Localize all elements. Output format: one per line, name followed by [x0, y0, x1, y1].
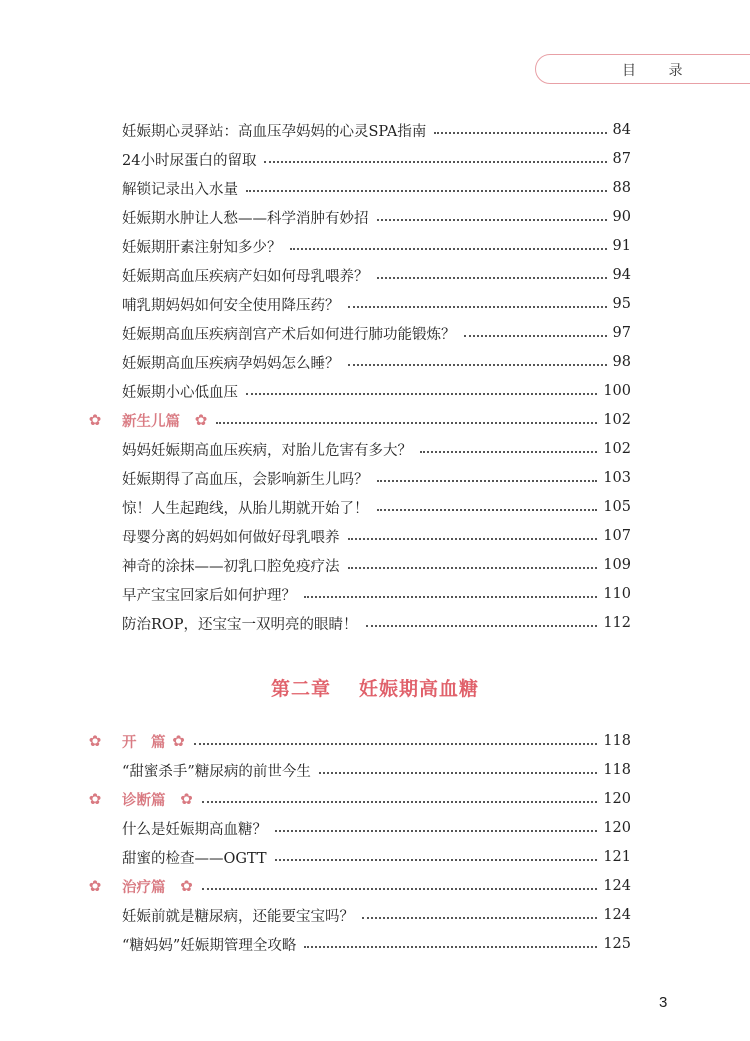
- dot-leader: [377, 219, 607, 221]
- toc-entry[interactable]: [122, 553, 631, 577]
- dot-leader: [348, 364, 607, 366]
- chapter-number: 第二章: [270, 678, 331, 700]
- toc-entry[interactable]: [122, 205, 631, 229]
- entry-page: 100: [603, 383, 631, 399]
- entry-page: 94: [612, 267, 631, 283]
- dot-leader: [275, 830, 597, 832]
- entry-page: 125: [603, 936, 631, 952]
- entry-title: “糖妈妈”妊娠期管理全攻略: [122, 937, 297, 954]
- dot-leader: [304, 596, 597, 598]
- toc-entry[interactable]: [122, 437, 631, 461]
- toc-entry[interactable]: [122, 466, 631, 490]
- entry-title: 惊！人生起跑线，从胎儿期就开始了！: [122, 500, 369, 517]
- dot-leader: [264, 161, 606, 163]
- dot-leader: [366, 625, 598, 627]
- toc-entry[interactable]: [122, 903, 631, 927]
- entry-page: 107: [603, 528, 631, 544]
- toc-entry[interactable]: [122, 292, 631, 316]
- dot-leader: [464, 335, 607, 337]
- dot-leader: [377, 277, 607, 279]
- dot-leader: [348, 567, 598, 569]
- entry-title: 妊娠期肝素注射知多少？: [122, 239, 282, 256]
- entry-title: 妊娠期小心低血压: [122, 384, 238, 401]
- entry-page: 112: [603, 615, 631, 631]
- dot-leader: [216, 422, 597, 424]
- toc-entry[interactable]: [122, 234, 631, 258]
- toc-entry[interactable]: [122, 350, 631, 374]
- flower-icon: ✿: [88, 732, 102, 750]
- section-page: 124: [603, 878, 631, 894]
- dot-leader: [202, 801, 598, 803]
- entry-title: 什么是妊娠期高血糖？: [122, 821, 267, 838]
- entry-title: 妊娠期心灵驿站：高血压孕妈妈的心灵SPA指南: [122, 123, 427, 140]
- flower-icon: ✿: [180, 790, 193, 808]
- entry-page: 118: [603, 762, 631, 778]
- dot-leader: [194, 743, 598, 745]
- entry-page: 124: [603, 907, 631, 923]
- flower-icon: ✿: [180, 877, 193, 895]
- entry-page: 121: [603, 849, 631, 865]
- dot-leader: [420, 451, 597, 453]
- dot-leader: [362, 917, 597, 919]
- entry-page: 120: [603, 820, 631, 836]
- dot-leader: [246, 190, 607, 192]
- section-title: 治疗篇: [122, 878, 166, 896]
- flower-icon: ✿: [172, 732, 185, 750]
- page-number: 3: [659, 994, 668, 1011]
- toc-entry[interactable]: [122, 611, 631, 635]
- entry-page: 98: [612, 354, 631, 370]
- entry-title: 哺乳期妈妈如何安全使用降压药？: [122, 297, 340, 314]
- toc-entry[interactable]: [122, 118, 631, 142]
- toc-section-diagnosis[interactable]: [86, 787, 631, 811]
- flower-icon: ✿: [88, 411, 102, 429]
- entry-title: 神奇的涂抹——初乳口腔免疫疗法: [122, 558, 340, 575]
- header-title: 目 录: [622, 63, 697, 79]
- section-title: 开 篇: [122, 733, 166, 751]
- toc-entry[interactable]: [122, 495, 631, 519]
- entry-title: “甜蜜杀手”糖尿病的前世今生: [122, 763, 311, 780]
- chapter-title: 妊娠期高血糖: [359, 678, 480, 700]
- toc-entry[interactable]: [122, 932, 631, 956]
- entry-page: 105: [603, 499, 631, 515]
- entry-title: 妊娠期水肿让人愁——科学消肿有妙招: [122, 210, 369, 227]
- entry-page: 102: [603, 441, 631, 457]
- entry-page: 95: [612, 296, 631, 312]
- entry-title: 妈妈妊娠期高血压疾病，对胎儿危害有多大？: [122, 442, 412, 459]
- dot-leader: [377, 509, 598, 511]
- entry-title: 母婴分离的妈妈如何做好母乳喂养: [122, 529, 340, 546]
- entry-title: 妊娠期高血压疾病产妇如何母乳喂养？: [122, 268, 369, 285]
- dot-leader: [377, 480, 598, 482]
- entry-title: 解锁记录出入水量: [122, 181, 238, 198]
- dot-leader: [348, 306, 607, 308]
- entry-page: 88: [612, 180, 631, 196]
- entry-page: 91: [612, 238, 631, 254]
- toc-entry[interactable]: [122, 816, 631, 840]
- entry-title: 防治ROP，还宝宝一双明亮的眼睛！: [122, 616, 358, 633]
- dot-leader: [290, 248, 607, 250]
- toc-entry[interactable]: [122, 524, 631, 548]
- toc-entry[interactable]: [122, 321, 631, 345]
- entry-title: 早产宝宝回家后如何护理？: [122, 587, 296, 604]
- dot-leader: [275, 859, 598, 861]
- entry-title: 甜蜜的检查——OGTT: [122, 850, 267, 867]
- toc-section-open[interactable]: [86, 729, 631, 753]
- entry-title: 妊娠期高血压疾病剖宫产术后如何进行肺功能锻炼？: [122, 326, 456, 343]
- dot-leader: [348, 538, 598, 540]
- entry-page: 109: [603, 557, 631, 573]
- entry-title: 24小时尿蛋白的留取: [122, 152, 257, 169]
- toc-entry[interactable]: [122, 176, 631, 200]
- section-page: 118: [603, 733, 631, 749]
- entry-page: 87: [612, 151, 631, 167]
- dot-leader: [304, 946, 597, 948]
- entry-page: 84: [612, 122, 631, 138]
- dot-leader: [202, 888, 598, 890]
- flower-icon: ✿: [88, 790, 102, 808]
- entry-title: 妊娠期高血压疾病孕妈妈怎么睡？: [122, 355, 340, 372]
- toc-entry[interactable]: [122, 263, 631, 287]
- dot-leader: [246, 393, 597, 395]
- chapter-heading: [0, 674, 750, 701]
- entry-page: 97: [612, 325, 631, 341]
- toc-entry[interactable]: [122, 758, 631, 782]
- flower-icon: ✿: [88, 877, 102, 895]
- section-title: 新生儿篇: [122, 412, 180, 430]
- dot-leader: [319, 772, 597, 774]
- entry-title: 妊娠期得了高血压，会影响新生儿吗？: [122, 471, 369, 488]
- toc-entry[interactable]: [122, 379, 631, 403]
- toc-entry[interactable]: [122, 582, 631, 606]
- toc-entry[interactable]: [122, 147, 631, 171]
- section-page: 102: [603, 412, 631, 428]
- toc-section-treatment[interactable]: [86, 874, 631, 898]
- section-title: 诊断篇: [122, 791, 166, 809]
- entry-title: 妊娠前就是糖尿病，还能要宝宝吗？: [122, 908, 354, 925]
- entry-page: 90: [612, 209, 631, 225]
- entry-page: 110: [603, 586, 631, 602]
- toc-entry[interactable]: [122, 845, 631, 869]
- dot-leader: [434, 132, 606, 134]
- flower-icon: ✿: [194, 411, 208, 429]
- section-page: 120: [603, 791, 631, 807]
- toc-section-newborn[interactable]: [86, 408, 631, 432]
- entry-page: 103: [603, 470, 631, 486]
